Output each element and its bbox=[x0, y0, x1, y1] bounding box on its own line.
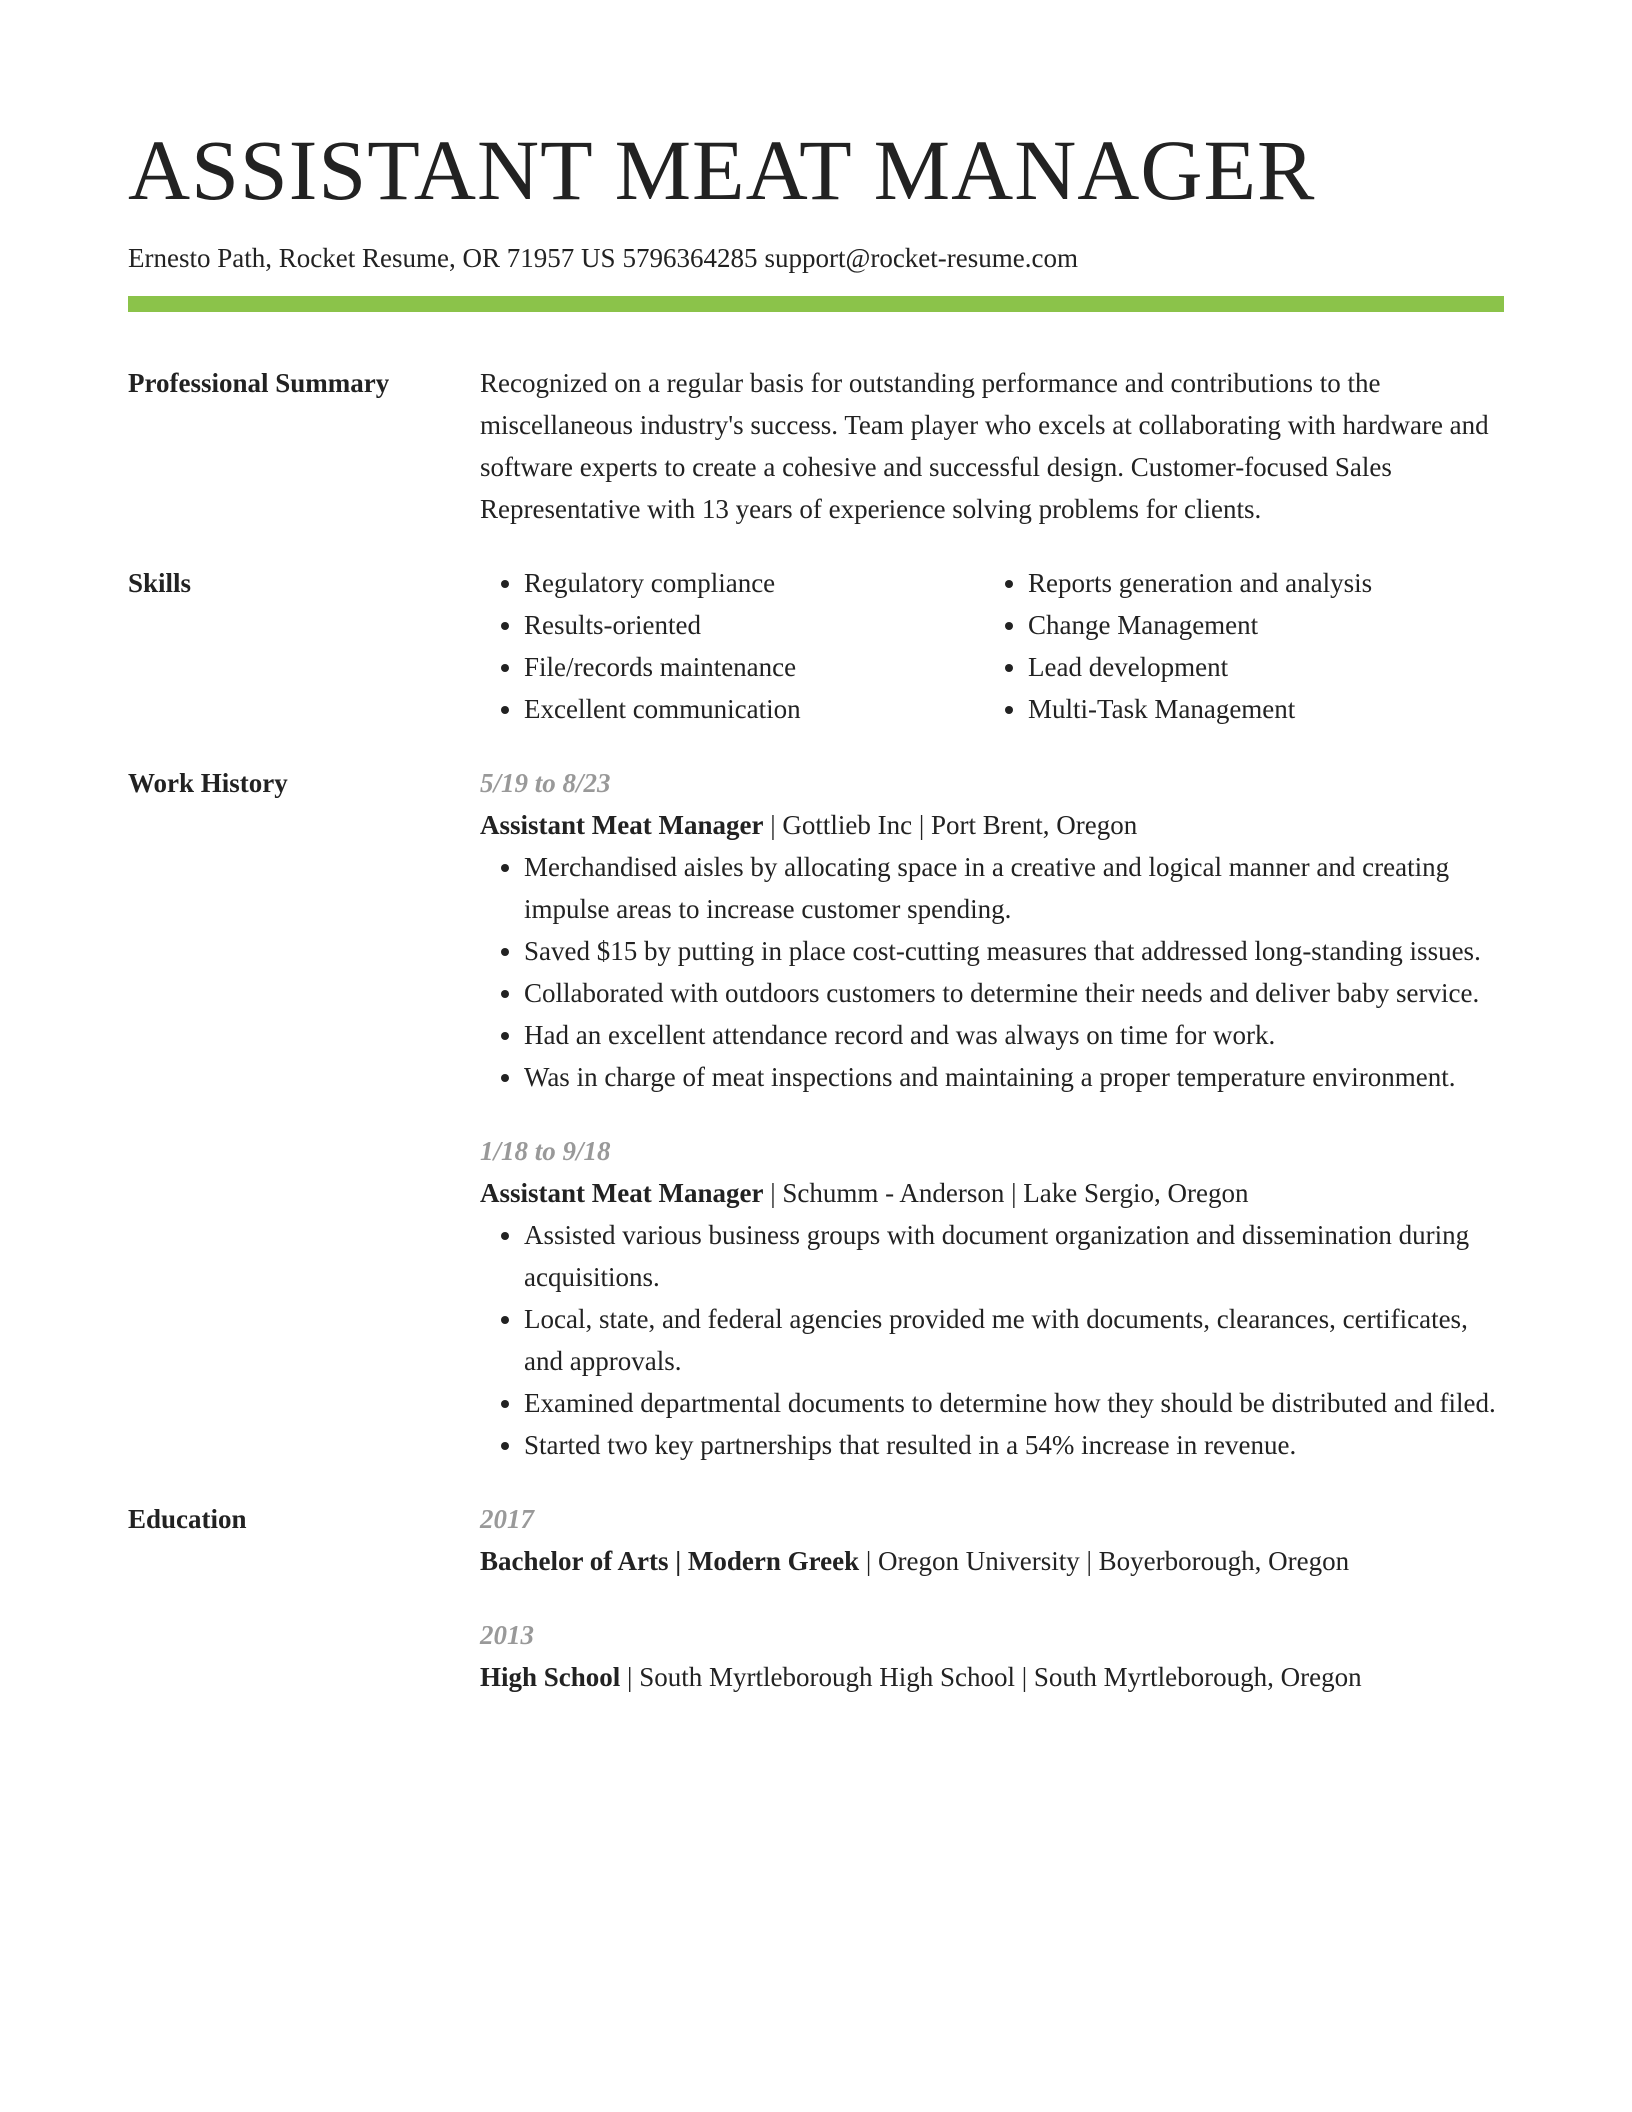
skill-item: • Results-oriented bbox=[524, 604, 984, 646]
job-bullet: • Examined departmental documents to determine how they should be distributed and filed. bbox=[524, 1382, 1504, 1424]
job-bullets bbox=[480, 1214, 1504, 1466]
education-details: | South Myrtleborough High School | South Myrtleborough, Oregon bbox=[620, 1662, 1362, 1692]
skills-section bbox=[128, 562, 1504, 730]
education-heading bbox=[480, 1540, 1504, 1582]
skill-item: • Change Management bbox=[1028, 604, 1372, 646]
job-dates: 5/19 to 8/23 bbox=[480, 768, 611, 798]
section-heading-summary: Professional Summary bbox=[128, 368, 390, 398]
education-year: 2017 bbox=[480, 1504, 534, 1534]
section-heading-skills: Skills bbox=[128, 568, 192, 598]
contact-phone: 5796364285 bbox=[622, 243, 758, 273]
job-entry bbox=[480, 762, 1504, 1098]
job-bullet: • Had an excellent attendance record and was always on time for work. bbox=[524, 1014, 1504, 1056]
skill-item: • Multi-Task Management bbox=[1028, 688, 1372, 730]
skill-item: • Reports generation and analysis bbox=[1028, 562, 1372, 604]
skill-item: • Lead development bbox=[1028, 646, 1372, 688]
summary-text: Recognized on a regular basis for outstanding performance and contributions to the miscellaneous industry's success. Team player who excels at collaborating with hardware and software experts to create a cohesive and successful design. Customer-focused Sales Representative with 13 years of experience solving problems for clients. bbox=[480, 368, 1489, 524]
education-entry bbox=[480, 1614, 1504, 1698]
education-heading bbox=[480, 1656, 1504, 1698]
job-bullet: • Saved $15 by putting in place cost-cutting measures that addressed long-standing issues. bbox=[524, 930, 1504, 972]
work-history-body bbox=[480, 762, 1504, 1466]
education-entry bbox=[480, 1498, 1504, 1582]
contact-email: support@rocket-resume.com bbox=[764, 243, 1078, 273]
education-degree: High School bbox=[480, 1662, 621, 1692]
job-heading bbox=[480, 804, 1504, 846]
job-bullet: • Merchandised aisles by allocating space in a creative and logical manner and creating impulse areas to increase customer spending. bbox=[524, 846, 1504, 930]
job-details: | Gottlieb Inc | Port Brent, Oregon bbox=[763, 810, 1138, 840]
skills-list-left bbox=[480, 562, 984, 730]
job-entry bbox=[480, 1130, 1504, 1466]
skill-item: • Excellent communication bbox=[524, 688, 984, 730]
job-bullet: • Was in charge of meat inspections and maintaining a proper temperature environment. bbox=[524, 1056, 1504, 1098]
header-divider bbox=[128, 296, 1504, 312]
resume-page bbox=[128, 120, 1504, 1698]
job-bullet: • Assisted various business groups with document organization and dissemination during acquisitions. bbox=[524, 1214, 1504, 1298]
skills-grid bbox=[480, 562, 1504, 730]
resume-title: ASSISTANT MEAT MANAGER bbox=[128, 122, 1316, 218]
job-details: | Schumm - Anderson | Lake Sergio, Oregon bbox=[763, 1178, 1249, 1208]
contact-address: Ernesto Path, Rocket Resume, OR 71957 US bbox=[128, 243, 616, 273]
job-title: Assistant Meat Manager bbox=[480, 810, 764, 840]
skill-item: • File/records maintenance bbox=[524, 646, 984, 688]
skills-list-right bbox=[984, 562, 1372, 730]
job-title: Assistant Meat Manager bbox=[480, 1178, 764, 1208]
skill-item: • Regulatory compliance bbox=[524, 562, 984, 604]
section-heading-education: Education bbox=[128, 1504, 247, 1534]
education-section bbox=[128, 1498, 1504, 1698]
education-details: | Oregon University | Boyerborough, Oregon bbox=[859, 1546, 1350, 1576]
job-bullet: • Local, state, and federal agencies provided me with documents, clearances, certificates, and approvals. bbox=[524, 1298, 1504, 1382]
education-body bbox=[480, 1498, 1504, 1698]
section-heading-work: Work History bbox=[128, 768, 288, 798]
job-bullet: • Collaborated with outdoors customers to determine their needs and deliver baby service. bbox=[524, 972, 1504, 1014]
work-history-section bbox=[128, 762, 1504, 1466]
contact-line bbox=[128, 240, 1504, 276]
education-degree: Bachelor of Arts | Modern Greek bbox=[480, 1546, 860, 1576]
education-year: 2013 bbox=[480, 1620, 534, 1650]
job-bullets bbox=[480, 846, 1504, 1098]
job-bullet: • Started two key partnerships that resulted in a 54% increase in revenue. bbox=[524, 1424, 1504, 1466]
job-dates: 1/18 to 9/18 bbox=[480, 1136, 611, 1166]
professional-summary-section bbox=[128, 362, 1504, 530]
job-heading bbox=[480, 1172, 1504, 1214]
